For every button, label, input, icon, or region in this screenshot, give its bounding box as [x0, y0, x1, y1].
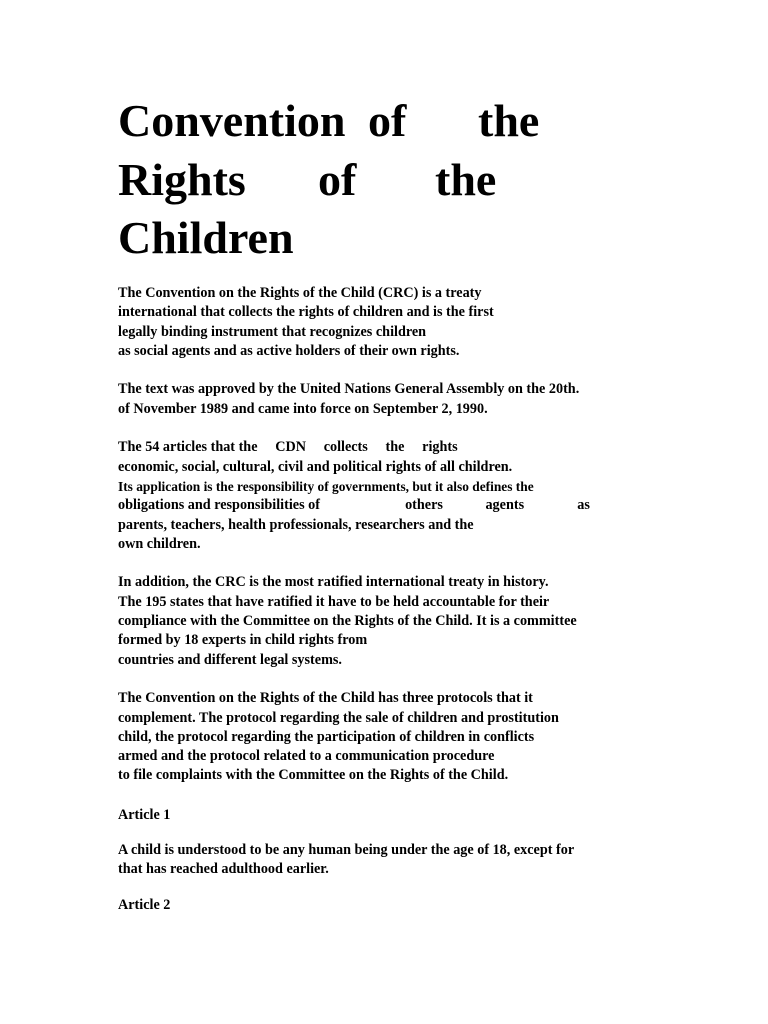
paragraph-ratification — [118, 573, 638, 669]
text-line: child, the protocol regarding the participation of children in conflicts — [118, 728, 535, 745]
title-line — [118, 92, 538, 151]
title-word: the — [478, 95, 540, 146]
paragraph-gap — [118, 880, 638, 896]
title-word: Rights — [118, 153, 246, 205]
document-body — [118, 284, 638, 915]
article-1-text — [118, 841, 638, 880]
paragraph-approval — [118, 380, 638, 419]
paragraph-articles — [118, 438, 638, 554]
text-line: The 195 states that have ratified it have to be held accountable for their — [118, 593, 550, 610]
text-line: obligations and responsibilities of others agents as — [118, 497, 590, 514]
paragraph-gap — [118, 554, 638, 573]
text-line: international that collects the rights of children and is the first — [118, 304, 494, 321]
text-line: parents, teachers, health professionals, researchers and the — [118, 516, 474, 533]
title-word: Convention — [118, 95, 346, 146]
text-line: The 54 articles that the CDN collects the rights — [118, 439, 458, 456]
text-line: that has reached adulthood earlier. — [118, 861, 329, 878]
paragraph-gap — [118, 361, 638, 380]
article-2-heading: Article 2 — [118, 896, 171, 913]
text-line: of November 1989 and came into force on September 2, 1990. — [118, 400, 488, 417]
text-line: to file complaints with the Committee on the Rights of the Child. — [118, 767, 509, 784]
text-line: The Convention on the Rights of the Child has three protocols that it — [118, 690, 533, 707]
paragraph-gap — [118, 825, 638, 841]
text-line: formed by 18 experts in child rights from — [118, 632, 368, 649]
text-line: The Convention on the Rights of the Child (CRC) is a treaty — [118, 285, 482, 301]
title-line — [118, 209, 538, 268]
title-word: of — [318, 153, 357, 205]
text-line: A child is understood to be any human being under the age of 18, except for — [118, 842, 575, 859]
text-line: legally binding instrument that recognizes children — [118, 323, 427, 340]
paragraph-gap — [118, 419, 638, 438]
article-1-heading: Article 1 — [118, 806, 171, 823]
title-word: the — [435, 153, 497, 205]
paragraph-gap — [118, 670, 638, 689]
paragraph-gap — [118, 786, 638, 806]
document-title — [118, 92, 538, 268]
text-line: In addition, the CRC is the most ratified international treaty in history. — [118, 574, 549, 591]
paragraph-protocols — [118, 689, 638, 785]
text-line: The text was approved by the United Nations General Assembly on the 20th. — [118, 381, 580, 398]
title-word: Children — [118, 212, 294, 263]
text-line: complement. The protocol regarding the sale of children and prostitution — [118, 709, 559, 726]
title-word: of — [368, 95, 407, 146]
text-line: countries and different legal systems. — [118, 651, 342, 668]
text-line: as social agents and as active holders of their own rights. — [118, 342, 460, 359]
paragraph-crc-definition — [118, 284, 638, 361]
title-line — [118, 151, 538, 210]
text-line: armed and the protocol related to a communication procedure — [118, 748, 495, 765]
text-line: compliance with the Committee on the Rights of the Child. It is a committee — [118, 613, 577, 630]
text-line: economic, social, cultural, civil and political rights of all children. — [118, 458, 513, 475]
text-line: own children. — [118, 535, 201, 552]
text-line: Its application is the responsibility of governments, but it also defines the — [118, 478, 534, 494]
